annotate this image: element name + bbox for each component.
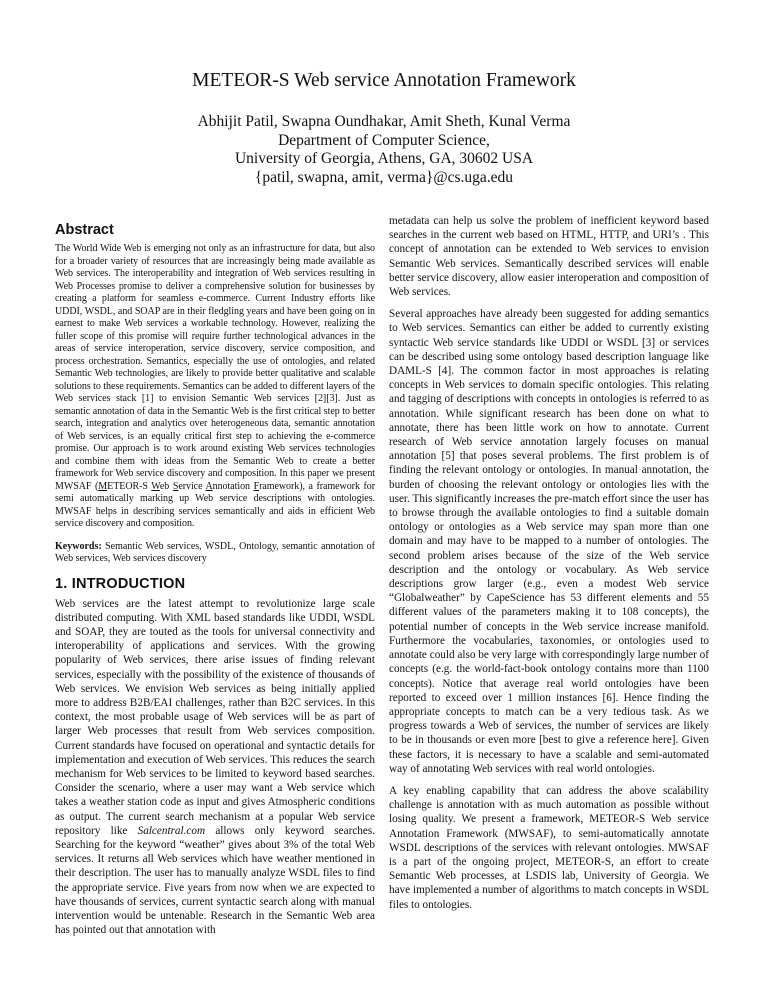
keywords-text: Semantic Web services, WSDL, Ontology, semantic annotation of Web services, Web services discovery bbox=[55, 540, 375, 564]
abstract-heading: Abstract bbox=[55, 222, 114, 238]
author-names: Abhijit Patil, Swapna Oundhakar, Amit Sheth, Kunal Verma bbox=[197, 113, 571, 130]
keywords-label: Keywords: bbox=[55, 540, 102, 552]
author-university: University of Georgia, Athens, GA, 30602 USA bbox=[234, 150, 534, 167]
abstract-text: The World Wide Web is emerging not only as an infrastructure for data, but also for a broader variety of resources that are increasingly being made available as Web services. The interoperability and integration of Web services resulting in Web Processes promise to deliver a comprehensive solution for businesses by creating a platform for seamless e-commerce. Current Industry efforts like UDDI, WSDL, and SOAP are in their fledgling years and have been going on in earnest to make Web services a workable technology. However, realizing the fuller scope of this promise will require further technological advances in the areas of service interoperation, service discovery, service composition, and process orchestration. Semantics, especially the use of ontologies, and related Semantic Web technologies, are likely to provide better qualitative and scalable solutions to these requirements. Semantics can be added to different layers of the Web services stack [1] to envision Semantic Web services [2][3]. Just as semantic annotation of data in the Semantic Web is the first critical step to better search, integration and analytics over heterogeneous data, semantic annotation of Web services, is an equally critical first step to achieving the e-commerce promise. Our approach is to work around existing Web services technologies and combine them with ideas from the Semantic Web to create a better framework for Web service discovery and composition. In this paper we present MWSAF (METEOR-S Web Service Annotation Framework), a framework for semi automatically marking up Web service descriptions with ontologies. MWSAF helps in describing services semantically and aids in efficient Web service discovery and composition. bbox=[55, 243, 375, 529]
right-column bbox=[389, 214, 709, 920]
intro-paragraph-2: Several approaches have already been suggested for adding semantics to Web services. Semantics can either be added to currently existing syntactic Web service standards like UDDI or WSDL [3] or services can be described using some ontology based description language like DAML-S [4]. The common factor in most approaches is relating concepts in Web services to domain specific ontologies. This relating and tagging of descriptions with concepts in ontologies is referred to as annotation. While significant research has been done on what to annotate, there has been little work on how to annotate. Current research of Web service annotation largely focuses on manual annotation [5] that poses several problems. The first problem is of finding the relevant ontology or ontologies. In manual annotation, the burden of choosing the relevant ontology or ontologies lies with the user. This significantly increases the pre-match effort since the user has to browse through the available ontologies to find a suitable domain ontology or ontologies as a Web service may span more than one domain and may have to be mapped to a number of ontologies. The second problem arises because of the size of the Web service description and the ontology or vocabulary. As Web service descriptions grow larger (e.g., even a modest Web service “Globalweather” by CapeScience has 53 different elements and 55 different values of the parameters making it to 108 concepts), the potential number of concepts in the Web service increase manifold. Furthermore the vocabularies, taxonomies, or ontologies used to annotate could also be very large with correspondingly large number of concepts (e.g. the world-fact-book ontology contains more than 1100 concepts). Notice that average real world ontologies have been reported to exceed over 1 million instances [6]. Hence finding the appropriate concepts to match can be a very tedious task. As we progress towards a Web of services, the number of services are likely to be in thousands or even more [best to give a reference here]. Given these factors, it is necessary to have a scalable and semi-automated way of annotating Web services with real world ontologies. bbox=[389, 308, 709, 775]
keywords bbox=[55, 541, 375, 566]
intro-paragraph-3: A key enabling capability that can address the above scalability challenge is annotation with as much automation as possible without losing quality. We present a framework, METEOR-S Web service Annotation Framework (MWSAF), to semi-automatically annotate WSDL descriptions of the services with relevant ontologies. MWSAF is a part of the ongoing project, METEOR-S, an effort to create Semantic Web processes, at LSDIS lab, University of Georgia. We have implemented a number of algorithms to match concepts in WSDL files to ontologies. bbox=[389, 784, 709, 911]
intro-paragraph-1: Web services are the latest attempt to revolutionize large scale distributed computing. With XML based standards like UDDI, WSDL and SOAP, they are touted as the tools for universal connectivity and interoperability of applications and services. With the growing popularity of Web services, there arise issues of finding relevant services, especially with the possibility of the existence of thousands of Web services. We envision Web services as being initially applied more to address B2B/EAI challenges, rather than B2C services. In this context, the most probable usage of Web services will be as part of larger Web processes that result from Web services composition. Current standards have focused on operational and syntactic details for implementation and execution of Web services. This reduces the search mechanism for Web services to be limited to keyword based searches. Consider the scenario, where a user may want a Web service which takes a weather station code as input and gives Atmospheric conditions as output. The current search mechanism at a popular Web service repository like Salcentral.com allows only keyword searches. Searching for the keyword “weather” gives about 3% of the total Web services. It returns all Web services which have weather mentioned in their description. The user has to manually analyze WSDL files to find the appropriate service. Five years from now when we are expected to have thousands of services, current syntactic search along with manual intervention would be untenable. Research in the Semantic Web area has pointed out that annotation with bbox=[55, 597, 375, 937]
author-department: Department of Computer Science, bbox=[278, 131, 490, 149]
author-block bbox=[0, 113, 768, 187]
paper-title: METEOR-S Web service Annotation Framework bbox=[192, 70, 576, 91]
section-heading-introduction: 1. INTRODUCTION bbox=[55, 575, 186, 592]
author-emails: {patil, swapna, amit, verma}@cs.uga.edu bbox=[254, 168, 514, 186]
left-column bbox=[55, 222, 375, 945]
intro-paragraph-1-continued: metadata can help us solve the problem of inefficient keyword based searches in the current web based on HTML, HTTP, and URI’s . This concept of annotation can be extended to Web services to envision Semantic Web services. Semantically described services will enable better service discovery, allow easier interoperation and composition of Web services. bbox=[389, 215, 709, 299]
